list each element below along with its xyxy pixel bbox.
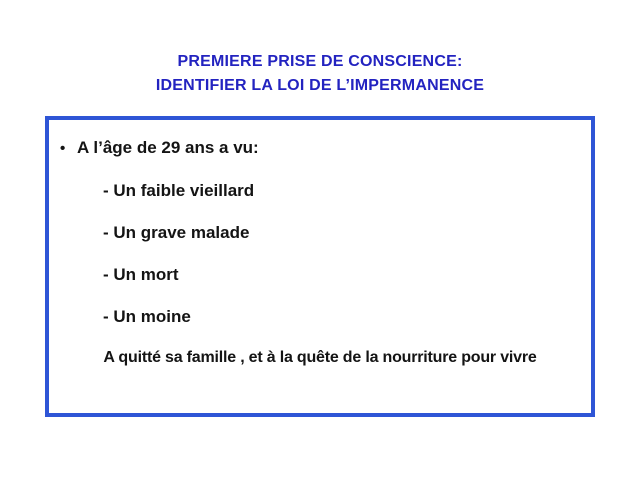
bullet-item-text: A l’âge de 29 ans a vu:	[77, 138, 259, 157]
slide-title-line2: IDENTIFIER LA LOI DE L’IMPERMANENCE	[155, 77, 485, 94]
bullet-icon: •	[60, 140, 66, 157]
sub-item: - Un grave malade	[103, 223, 250, 242]
sub-item: - Un mort	[103, 265, 179, 284]
bullet-item	[60, 136, 591, 161]
slide-title	[0, 50, 640, 98]
sub-item: - Un faible vieillard	[103, 181, 255, 200]
closing-line: A quitté sa famille , et à la quête de la nourriture pour vivre	[103, 349, 537, 366]
slide-title-line1: PREMIERE PRISE DE CONSCIENCE:	[177, 53, 463, 70]
content-box	[45, 116, 595, 417]
sub-item: - Un moine	[103, 307, 191, 326]
